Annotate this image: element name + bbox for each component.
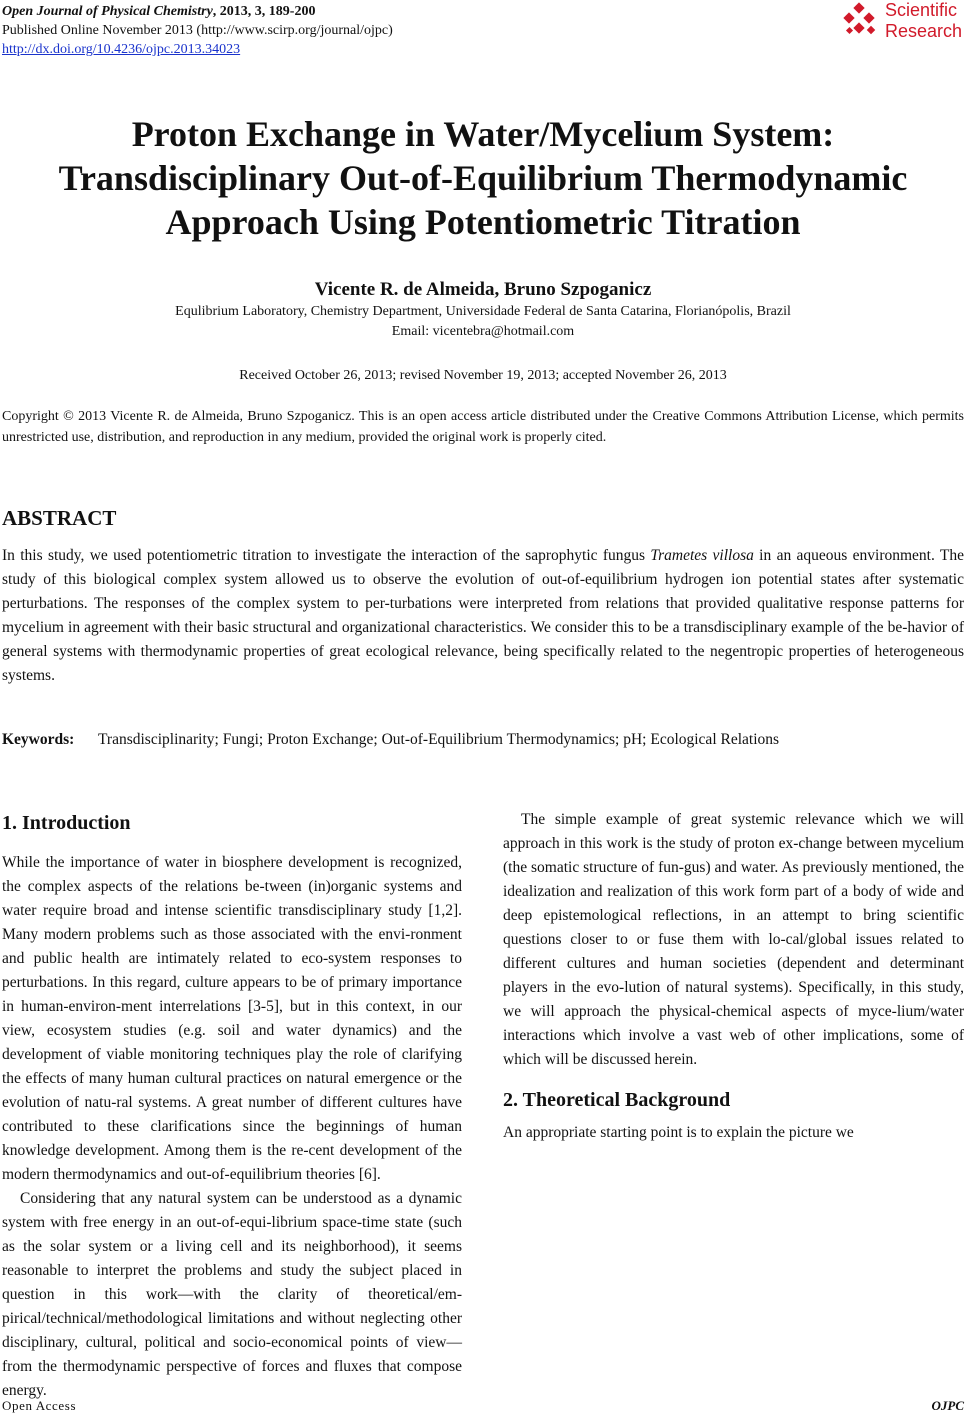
affiliation: Equlibrium Laboratory, Chemistry Department, Universidade Federal de Santa Catarina, Florianópolis, Brazil [175,304,791,319]
intro-paragraph-2: Considering that any natural system can be understood as a dynamic system with free energy in an out-of-equi-librium space-time state (such as the solar system or a living cell and its neighborhood), it seems reasonable to interpret the problems and study the subject placed in question in this work—with the clarity of theoretical/em-pirical/technical/methodological limitations and without neglecting other disciplinary, cultural, political and socio-economical points of view—from the thermodynamic perspective of forces and fluxes that compose energy. [2,1190,462,1399]
footer-open-access: Open Access [2,1398,77,1413]
doi-link[interactable]: http://dx.doi.org/10.4236/ojpc.2013.34023 [2,42,241,57]
title-line: Proton Exchange in Water/Mycelium System: [131,114,835,154]
footer-journal-abbrev: OJPC [931,1398,964,1413]
keywords-label: Keywords: [2,731,75,748]
keywords-text: Transdisciplinarity; Fungi; Proton Exchange; Out-of-Equilibrium Thermodynamics; pH; Ecological Relations [98,731,780,748]
logo-line-1: Scientific [885,0,958,20]
intro-paragraph-1: While the importance of water in biosphere development is recognized, the complex aspects of the relations be-tween (in)organic systems and water require broad and intense scientific transdisciplinary study [1,2]. Many modern problems such as those associated with the envi-ronment and public health are intimately related to eco-system responses to perturbations. In this regard, culture appears to be of primary importance in human-environ-ment interrelations [3-5], but in this context, in our view, ecosystem studies (e.g. soil and water dynamics) and the development of viable monitoring techniques play the role of clarifying the effects of many human cultural practices on natural emergence or the evolution of natu-ral systems. A great number of different cultures have contributed to these clarifications since the beginnings of human knowledge development. Among them is the re-cent development of the modern thermodynamics and out-of-equilibrium theories [6]. [2,854,462,1183]
section-2-heading: 2. Theoretical Background [503,1089,731,1111]
title-line: Approach Using Potentiometric Titration [165,202,801,242]
publisher-logo [841,0,966,42]
intro-paragraph-3: The simple example of great systemic relevance which we will approach in this work is the study of proton ex-change between mycelium (the somatic structure of fun-gus) and water. As previously mentioned, the idealization and realization of this work form part of a body of wide and deep epistemological reflections, in an attempt to bring scientific questions closer to or fuse them with lo-cal/global issues related to different cultures and human societies (dependent and determinant players in the evo-lution of natural systems). Specifically, in this study, we will approach the physical-chemical aspects of myce-lium/water interactions which involve a vast web of other implications, some of which will be discussed herein. [503,811,964,1068]
paper-title [0,112,966,244]
journal-header [2,2,393,59]
section-1-heading: 1. Introduction [2,812,131,834]
abstract-heading: ABSTRACT [2,506,117,530]
copyright-notice: Copyright © 2013 Vicente R. de Almeida, Bruno Szpoganicz. This is an open access article distributed under the Creative Commons Attribution License, which permits unrestricted use, distribution, and reproduction in any medium, provided the original work is properly cited. [2,409,964,445]
publication-info: Published Online November 2013 (http://www.scirp.org/journal/ojpc) [2,23,393,38]
email: Email: vicentebra@hotmail.com [391,324,575,339]
abstract-part-1: In this study, we used potentiometric titration to investigate the interaction of the saprophytic fungus [2,547,651,564]
journal-citation [2,2,393,21]
abstract-text [2,544,964,688]
logo-line-2: Research [885,21,963,41]
logo-mark-icon [841,2,881,42]
title-line: Transdisciplinary Out-of-Equilibrium Thermodynamic [58,158,908,198]
authors: Vicente R. de Almeida, Bruno Szpoganicz [314,279,652,300]
journal-volume: , 2013, 3, 189-200 [212,4,316,19]
left-column [2,810,462,1403]
affiliation-block [0,302,966,342]
journal-name: Open Journal of Physical Chemistry [2,4,213,19]
background-paragraph-1: An appropriate starting point is to explain the picture we [503,1124,854,1141]
species-name: Trametes villosa [650,547,754,564]
right-column [503,808,964,1145]
logo-text [885,0,962,42]
received-dates: Received October 26, 2013; revised November 19, 2013; accepted November 26, 2013 [239,368,727,383]
abstract-part-2: in an aqueous environment. The study of this biological complex system allowed us to observe the evolution of out-of-equilibrium hydrogen ion potential states after systematic perturbations. The responses of the complex system to per-turbations were interpreted from relations that provided qualitative response patterns for mycelium in agreement with their basic structural and organizational characteristics. We consider this to be a transdisciplinary example of the be-havior of general systems with thermodynamic properties of great ecological relevance, being specifically related to the negentropic properties of heterogeneous systems. [2,547,964,684]
